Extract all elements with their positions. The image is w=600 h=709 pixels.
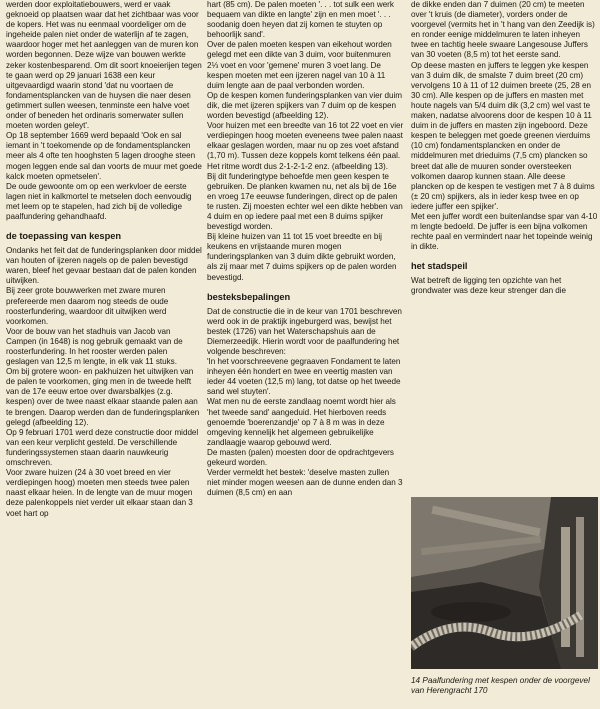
paragraph: 'In het voorschreevene gegraaven Fondament te laten inheyen één hondert en twee en veertig masten van ieder 44 voeten (12,5 m) lang, tot datse op het tweede sand wel stuyten'. <box>207 357 401 397</box>
paragraph: Met een juffer wordt een buitenlandse spar van 4-10 m lengte bedoeld. De juffer is een bijna volkomen rechte paal en vermindert naar het topeinde weinig in dikte. <box>411 211 598 252</box>
paragraph: Bij zeer grote bouwwerken met zware muren prefereerde men daarom nog steeds de oude roosterfundering, waardoor dit uitwijken werd voorkomen. <box>6 286 169 326</box>
paragraph: Bij dit funderingtype behoefde men geen kespen te gebruiken. De planken kwamen nu, net als bij de 16e en vroeg 17e eeuwse funderingen, direct op de palen te rusten. Zij moesten echter wel een dikte hebben van 4 duim en op iedere paal met een 8 duims spijker bevestigd worden. <box>207 171 403 232</box>
section-heading: besteksbepalingen <box>207 291 291 302</box>
paragraph: Wat men nu de eerste zandlaag noemt wordt hier als 'het tweede sand' aangeduid. Het hierboven reeds genoemde 'boerenzandje' op 7 à 8 m was in deze omgeving kennelijk het algemeen gebruikelijke zandlaagje waarop gebouwd werd. <box>207 397 396 447</box>
paragraph: Wat betreft de ligging ten opzichte van het grondwater was deze keur strenger dan die <box>411 276 567 296</box>
paragraph: Dat de constructie die in de keur van 1701 beschreven werd ook in de praktijk ingeburgerd was, bewijst het bestek (1726) van het Waterschapshuis aan de Diemerzeedijk. Hierin wordt voor de paalfundering het volgende beschreven: <box>207 306 402 356</box>
section-heading: het stadspeil <box>411 261 468 272</box>
paragraph: Voor zware huizen (24 à 30 voet breed en vier verdiepingen hoog) moeten men steeds twee palen naast elkaar heien. In de lengte van de muur mogen deze palenkoppels niet verder uit elkaar staan dan 3 voet hart op <box>6 468 193 518</box>
paragraph: Voor de bouw van het stadhuis van Jacob van Campen (in 1648) is nog gebruik gemaakt van de roosterfundering. In het rooster werden palen geslagen van 12,5 m lengte, in elk vak 11 stuks. <box>6 326 183 367</box>
paragraph: Voor huizen met een breedte van 16 tot 22 voet en vier verdiepingen hoog moeten eveneens twee palen naast elkaar geslagen worden, maar nu op zes voet afstand (1,70 m). Tussen deze koppels komt telkens één paal. Het ritme wordt dus 2-1-2-1-2 enz. (afbeelding 13). <box>207 121 404 171</box>
paragraph: Op 9 februari 1701 werd deze constructie door middel van een keur verplicht gesteld. De verschillende funderingssystemen staan daarin nauwkeurig omschreven. <box>6 427 199 468</box>
paragraph: De oude gewoonte om op een werkvloer de eerste lagen niet in kalkmortel te metselen doch eenvoudig met leem op te stapelen, had zich bij de volledige paalfundering gehandhaafd. <box>6 181 192 221</box>
text-column-1 <box>6 0 202 519</box>
paragraph: Verder vermeldt het bestek: 'deselve masten zullen niet minder mogen weesen aan de dunne enden dan 3 duimen (8,5 cm) en aan <box>207 468 403 498</box>
paragraph: Om bij grotere woon- en pakhuizen het uitwijken van de palen te voorkomen, ging men in de tweede helft van de 17e eeuw ertoe over dwarsbalkjes (z.g. kespen) over de twee naast elkaar staande palen aan te brengen. Daarop werden dan de funderingsplanken gelegd (afbeelding 12). <box>6 367 200 427</box>
paragraph: Bij kleine huizen van 11 tot 15 voet breedte en bij keukens en vrijstaande muren mogen funderingsplanken van 3 duim dikte gebruikt worden, als zij maar met 7 duims spijkers op de palen worden bevestigd. <box>207 232 397 282</box>
paragraph: werden door exploitatiebouwers, werd er vaak geknoeid op plaatsen waar dat het zichtbaar was voor de kopers. Het was nu eenmaal voordeliger om de ingeheide palen niet onder de waterlijn af te zagen, waardoor hoger met het aanleggen van de muren kon worden begonnen. Deze wijze van bouwen werkte zeker kostenbesparend. Om dit soort knoeierijen tegen te gaan werd op 29 januari 1638 een keur uitgevaardigd waarin stond 'dat nu voortaen de fondamentsplancken van de huysen die naer desen getimmert sullen weesen, tenminste een halve voet onder of beneden het ordinaris somerwater sullen moeten worden geleyt'. <box>6 0 202 131</box>
text-column-3 <box>411 0 598 297</box>
section-heading: de toepassing van kespen <box>6 231 122 242</box>
paragraph: De masten (palen) moesten door de opdrachtgevers gekeurd worden. <box>207 447 394 468</box>
paragraph: hart (85 cm). De palen moeten '. . . tot sulk een werk bequaem van dikte en langte' zijn en men moet '. . . soodanig doen heyen dat zij komen te stuyten op behoorlijk sand'. <box>207 0 394 40</box>
paragraph: Ondanks het feit dat de funderingsplanken door middel van houten of ijzeren nagels op de palen bevestigd waren, bleef het gevaar bestaan dat de palen konden uitwijken. <box>6 246 202 286</box>
paragraph: Op deese masten en juffers te leggen yke kespen van 3 duim dik, de smalste 7 duim breet (20 cm) vervolgens 10 à 11 of 12 duimen breete (25, 28 en 30 cm). Alle kespen op de juffers en masten met houte nagels van 5/4 duim dik (3,2 cm) wel vast te maken, nadatse alvoorens door de kespen 10 à 11 duim in de juffers en masten zijn ingeboord. Deze kespen te beleggen met goede greenen vierduims (10 cm) fondamentsplancken en onder de middelmuren met drieduims (7,5 cm) plancken so breet dat alle de muuren sonder oversteeken volkomen daarop kunnen staan. Alle deese plancken op de kespen te vestigen met 7 à 8 duims (± 20 cm) spijkers, als in ieder kesp twee en op iedere juffer een spijker'. <box>411 60 595 211</box>
text-column-2 <box>207 0 404 498</box>
foundation-photo-illustration <box>411 497 598 669</box>
paragraph: Over de palen moeten kespen van eikehout worden gelegd met een dikte van 3 duim, voor buitenmuren 2⅓ voet en voor 'gemene' muren 3 voet lang. De kespen moeten met een ijzeren nagel van 10 à 11 duim lengte aan de paal verbonden worden. <box>207 40 392 90</box>
paragraph: Op de kespen komen funderingsplanken van vier duim dik, die met ijzeren spijkers van 7 duim op de kespen worden bevestigd (afbeelding 12). <box>207 90 402 121</box>
paragraph: Op 18 september 1669 werd bepaald 'Ook en sal iemant in 't toekomende op de fondamentsplancken meer als 4 ofte ten hooghsten 5 lagen drooghe steen mogen leggen ende sal dan voorts de muur met goede kalck moeten opmetselen'. <box>6 131 202 181</box>
paragraph: de dikke enden dan 7 duimen (20 cm) te meeten over 't kruis (de diameter), vorders onder de voorgevel (vermits het in 't hang van den Zeedijk is) en ronder eenige middelmuren te laten inheyen twee en tachtig heele swaare Langesouse Juffers van 30 voeten (8,5 m) tot het eerste sand. <box>411 0 595 60</box>
figure-caption: 14 Paalfundering met kespen onder de voorgevel van Herengracht 170 <box>411 676 590 695</box>
foundation-photo <box>411 497 598 669</box>
